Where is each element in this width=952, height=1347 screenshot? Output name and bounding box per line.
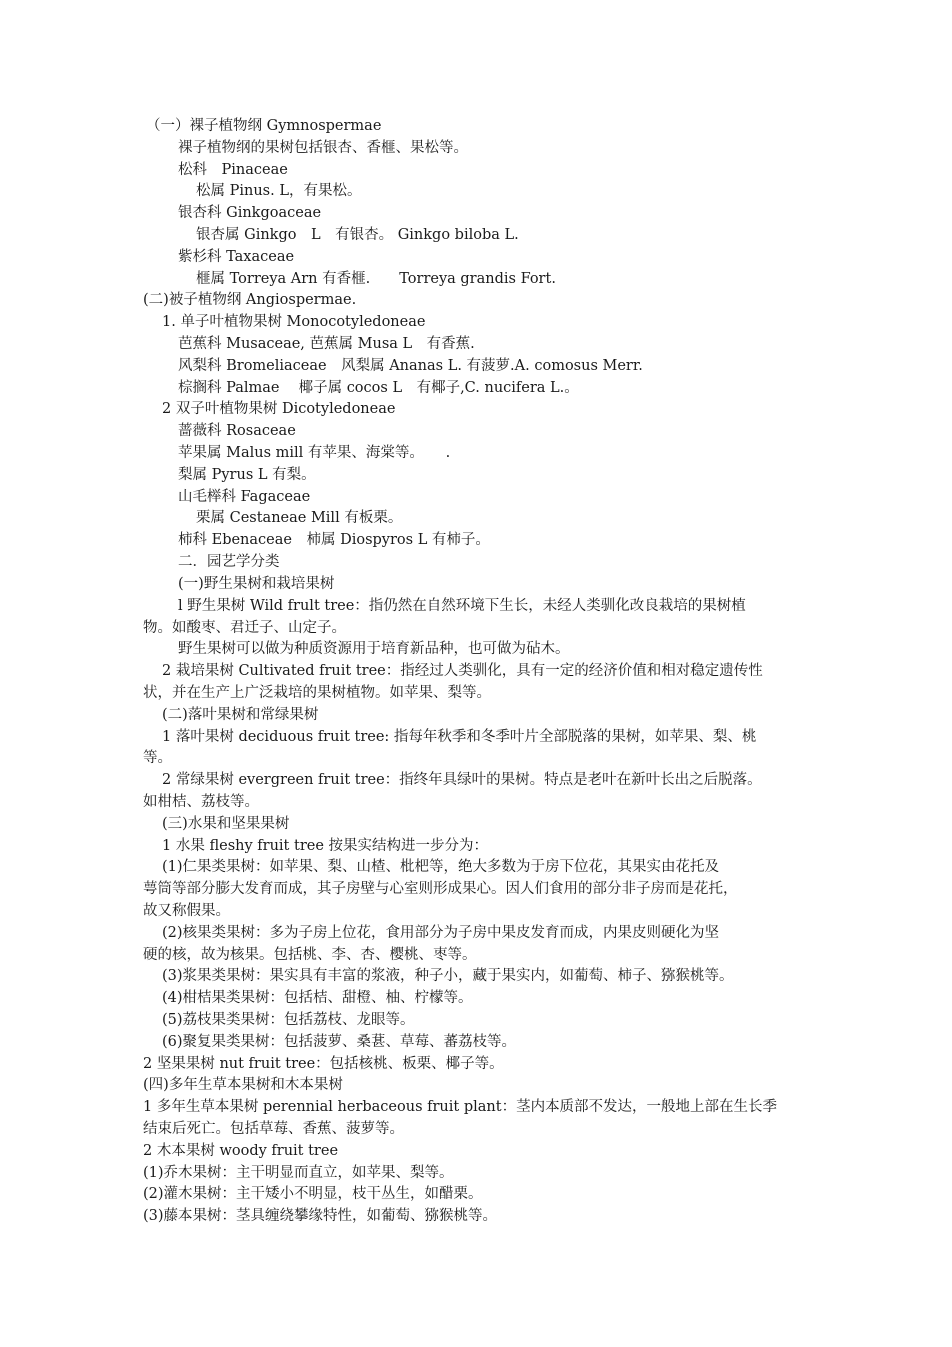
text-line: 苹果属 Malus mill 有苹果、海棠等。 .: [178, 445, 451, 461]
text-line: (5)荔枝果类果树：包括荔枝、龙眼等。: [162, 1012, 415, 1028]
text-line: 芭蕉科 Musaceae, 芭蕉属 Musa L 有香蕉.: [178, 336, 475, 352]
text-line: 故又称假果。: [143, 903, 230, 919]
text-line: 银杏科 Ginkgoaceae: [178, 205, 322, 221]
text-line: 松属 Pinus. L，有果松。: [196, 183, 362, 199]
text-line: 状，并在生产上广泛栽培的果树植物。如苹果、梨等。: [143, 685, 491, 701]
text-line: 1 落叶果树 deciduous fruit tree: 指每年秋季和冬季叶片全部脱落的果树，如苹果、梨、桃: [162, 729, 757, 745]
text-line: 松科 Pinaceae: [178, 162, 288, 178]
text-line: 2 木本果树 woody fruit tree: [143, 1143, 339, 1159]
text-line: 硬的核，故为核果。包括桃、李、杏、樱桃、枣等。: [143, 947, 477, 963]
text-line: (4)柑桔果类果树：包括桔、甜橙、柚、柠檬等。: [162, 990, 473, 1006]
text-line: 山毛榉科 Fagaceae: [178, 489, 311, 505]
text-line: 等。: [143, 750, 172, 766]
text-line: 梨属 Pyrus L 有梨。: [178, 467, 316, 483]
text-line: 1 多年生草本果树 perennial herbaceous fruit plant：茎内本质部不发达，一般地上部在生长季: [143, 1099, 778, 1115]
subsection-heading: (一)野生果树和栽培果树: [178, 576, 335, 592]
text-line: (3)浆果类果树：果实具有丰富的浆液，种子小，藏于果实内，如葡萄、柿子、猕猴桃等。: [162, 968, 734, 984]
text-line: 2 双子叶植物果树 Dicotyledoneae: [162, 401, 396, 417]
text-line: 2 常绿果树 evergreen fruit tree：指终年具绿叶的果树。特点是老叶在新叶长出之后脱落。: [162, 772, 762, 788]
text-line: (1)乔木果树：主干明显而直立，如苹果、梨等。: [143, 1165, 454, 1181]
text-line: 物。如酸枣、君迁子、山定子。: [143, 620, 346, 636]
text-line: (3)藤本果树：茎具缠绕攀缘特性，如葡萄、猕猴桃等。: [143, 1208, 498, 1224]
text-line: 结束后死亡。包括草莓、香蕉、菠萝等。: [143, 1121, 404, 1137]
text-line: 1. 单子叶植物果树 Monocotyledoneae: [162, 314, 426, 330]
text-line: 棕搁科 Palmae 椰子属 cocos L 有椰子,C. nucifera L.。: [178, 380, 579, 396]
section-heading: (二)被子植物纲 Angiospermae.: [143, 292, 357, 308]
text-line: 银杏属 Ginkgo L 有银杏。 Ginkgo biloba L.: [196, 227, 519, 243]
text-line: (2)灌木果树：主干矮小不明显，枝干丛生，如醋栗。: [143, 1186, 483, 1202]
text-line: 柿科 Ebenaceae 柿属 Diospyros L 有柿子。: [178, 532, 490, 548]
text-line: 如柑桔、荔枝等。: [143, 794, 259, 810]
text-line: 2 栽培果树 Cultivated fruit tree：指经过人类驯化，具有一定的经济价值和相对稳定遗传性: [162, 663, 763, 679]
text-line: 野生果树可以做为种质资源用于培育新品种，也可做为砧木。: [178, 641, 570, 657]
text-line: l 野生果树 Wild frult tree：指仍然在自然环境下生长，未经人类驯化改良栽培的果树植: [178, 598, 746, 614]
text-line: (6)聚复果类果树：包括菠萝、桑葚、草莓、蕃荔枝等。: [162, 1034, 517, 1050]
text-line: 榧属 Torreya Arn 有香榧. Torreya grandis Fort.: [196, 271, 556, 287]
subsection-heading: (三)水果和坚果果树: [162, 816, 290, 832]
subsection-heading: (四)多年生草本果树和木本果树: [143, 1077, 343, 1093]
text-line: 2 坚果果树 nut fruit tree：包括核桃、板栗、椰子等。: [143, 1056, 504, 1072]
subsection-heading: (二)落叶果树和常绿果树: [162, 707, 319, 723]
section-heading: （一）裸子植物纲 Gymnospermae: [146, 118, 382, 134]
section-heading: 二．园艺学分类: [178, 554, 280, 570]
text-line: 1 水果 fleshy fruit tree 按果实结构进一步分为：: [162, 838, 489, 854]
text-line: (1)仁果类果树：如苹果、梨、山楂、枇杷等，绝大多数为于房下位花，其果实由花托及: [162, 859, 720, 875]
text-line: 风梨科 Bromeliaceae 风梨属 Ananas L. 有菠萝.A. comosus Merr.: [178, 358, 643, 374]
text-line: (2)核果类果树：多为子房上位花，食用部分为子房中果皮发育而成，内果皮则硬化为坚: [162, 925, 720, 941]
text-line: 裸子植物纲的果树包括银杏、香榧、果松等。: [178, 140, 468, 156]
text-line: 紫杉科 Taxaceae: [178, 249, 295, 265]
text-line: 蔷薇科 Rosaceae: [178, 423, 296, 439]
text-line: 栗属 Cestaneae Mill 有板栗。: [196, 510, 403, 526]
text-line: 萼筒等部分膨大发育而成，其子房壁与心室则形成果心。因人们食用的部分非子房而是花托，: [143, 881, 738, 897]
